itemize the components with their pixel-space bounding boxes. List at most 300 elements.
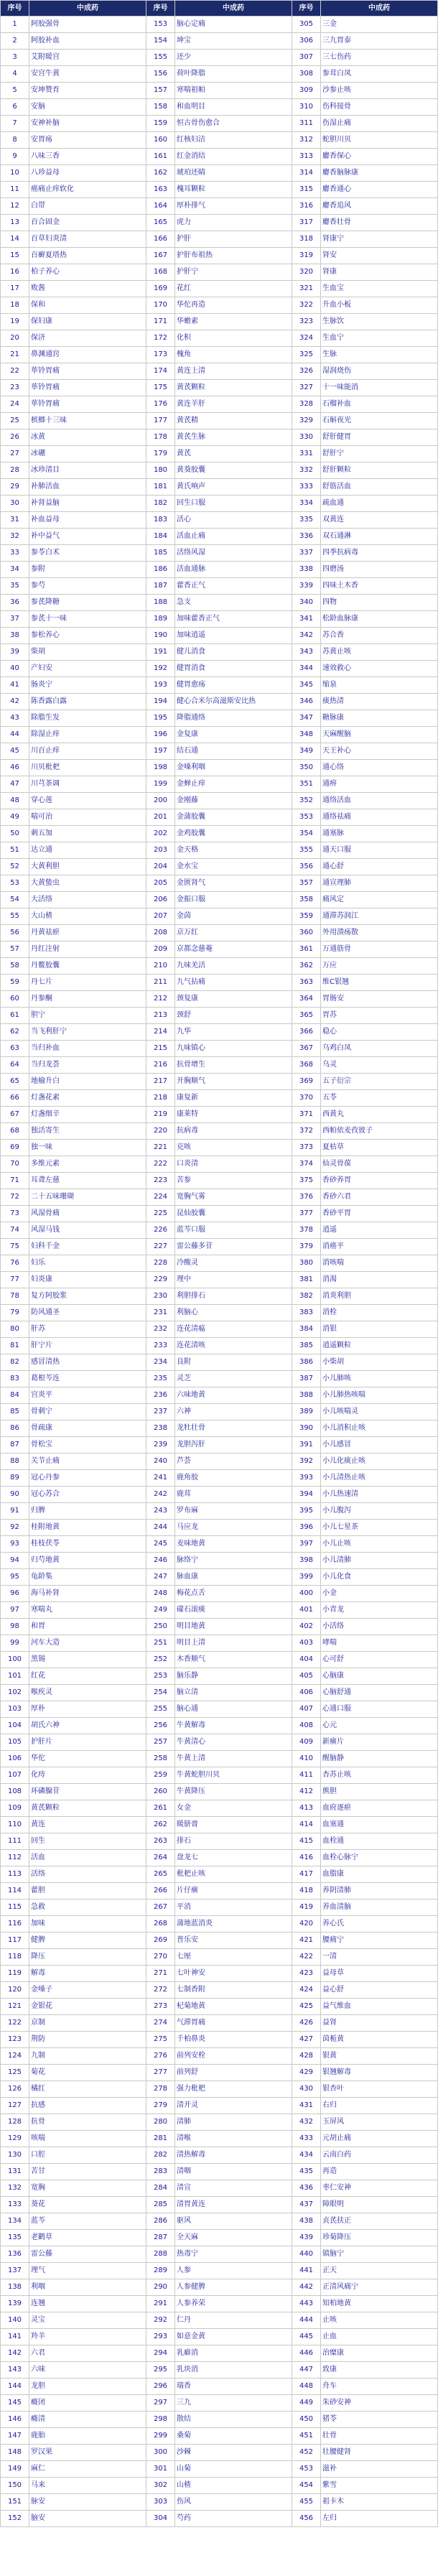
serial-cell: 220 [146, 1123, 175, 1140]
serial-cell: 167 [146, 248, 175, 264]
medicine-name-cell: 胃肠安 [321, 991, 438, 1008]
serial-cell: 344 [292, 661, 321, 677]
table-row [1, 710, 438, 727]
medicine-name-cell: 养血清脑 [321, 1900, 438, 1916]
serial-cell: 255 [146, 1701, 175, 1718]
serial-cell: 343 [292, 644, 321, 661]
medicine-name-cell: 风湿骨痛 [29, 1206, 146, 1222]
medicine-name-cell: 鹿茸 [175, 1487, 292, 1503]
medicine-name-cell: 肾康宁 [321, 231, 438, 248]
medicine-name-cell: 阿胶强骨 [29, 17, 146, 33]
table-row [1, 925, 438, 941]
medicine-name-cell: 癃清 [29, 2412, 146, 2428]
medicine-name-cell: 寒喘丸 [29, 1602, 146, 1619]
medicine-name-cell: 灯盏花素 [29, 1090, 146, 1107]
table-row [1, 17, 438, 33]
medicine-name-cell: 桂枝茯苓 [29, 1536, 146, 1553]
serial-cell: 198 [146, 760, 175, 776]
medicine-name-cell: 清肺 [175, 2114, 292, 2131]
medicine-name-cell: 消咳喘 [321, 1255, 438, 1272]
medicine-name-cell: 利咽 [29, 2279, 146, 2296]
serial-cell: 246 [146, 1553, 175, 1569]
serial-cell: 253 [146, 1668, 175, 1685]
medicine-name-cell: 消炎利胆 [321, 1288, 438, 1305]
medicine-name-cell: 补肾益脑 [29, 496, 146, 512]
medicine-name-cell: 金刚藤 [175, 793, 292, 809]
serial-cell: 161 [146, 149, 175, 165]
serial-cell: 442 [292, 2279, 321, 2296]
serial-cell: 213 [146, 1008, 175, 1024]
serial-cell: 10 [1, 165, 29, 182]
medicine-name-cell: 清开灵 [175, 2098, 292, 2114]
header-serial-1: 序号 [1, 1, 29, 17]
table-row [1, 892, 438, 908]
serial-cell: 226 [146, 1222, 175, 1239]
serial-cell: 87 [1, 1437, 29, 1454]
medicine-name-cell: 清胃黄连 [175, 2197, 292, 2213]
medicine-name-cell: 石榴补血 [321, 396, 438, 413]
medicine-name-cell: 贞芪扶正 [321, 2213, 438, 2230]
medicine-name-cell: 冷酸灵 [175, 1255, 292, 1272]
medicine-name-cell: 蒲地蓝消炎 [175, 1916, 292, 1933]
medicine-name-cell: 荜铃胃痛 [29, 363, 146, 380]
serial-cell: 295 [146, 2362, 175, 2379]
serial-cell: 55 [1, 908, 29, 925]
serial-cell: 178 [146, 429, 175, 446]
serial-cell: 236 [146, 1387, 175, 1404]
medicine-name-cell: 脑立清 [175, 1685, 292, 1701]
medicine-name-cell: 罗汉果 [29, 2445, 146, 2461]
table-row [1, 1652, 438, 1668]
serial-cell: 436 [292, 2180, 321, 2197]
serial-cell: 15 [1, 248, 29, 264]
medicine-name-cell: 颈复康 [175, 991, 292, 1008]
serial-cell: 241 [146, 1470, 175, 1487]
serial-cell: 158 [146, 99, 175, 116]
serial-cell: 187 [146, 578, 175, 595]
medicine-name-cell: 丹参酮 [29, 991, 146, 1008]
serial-cell: 434 [292, 2147, 321, 2164]
medicine-name-cell: 缩泉 [321, 677, 438, 694]
medicine-name-cell: 正清风痛宁 [321, 2279, 438, 2296]
serial-cell: 215 [146, 1041, 175, 1057]
serial-cell: 357 [292, 875, 321, 892]
medicine-name-cell: 暖脐膏 [175, 1817, 292, 1833]
medicine-name-cell: 复方阿胶浆 [29, 1288, 146, 1305]
medicine-name-cell: 急支 [175, 595, 292, 611]
serial-cell: 247 [146, 1569, 175, 1586]
medicine-name-cell: 益肾 [321, 2015, 438, 2032]
serial-cell: 209 [146, 941, 175, 958]
medicine-name-cell: 山菊 [175, 2461, 292, 2478]
medicine-name-cell: 老鹳草 [29, 2230, 146, 2246]
medicine-name-cell: 醒脑静 [321, 1751, 438, 1767]
medicine-name-cell: 血栓心脉宁 [321, 1850, 438, 1866]
medicine-name-cell: 小青龙 [321, 1602, 438, 1619]
medicine-name-cell: 京制 [29, 2015, 146, 2032]
medicine-name-cell: 腰痛宁 [321, 1933, 438, 1949]
table-row [1, 941, 438, 958]
serial-cell: 35 [1, 578, 29, 595]
serial-cell: 102 [1, 1685, 29, 1701]
serial-cell: 228 [146, 1255, 175, 1272]
serial-cell: 379 [292, 1239, 321, 1255]
table-row [1, 50, 438, 66]
serial-cell: 299 [146, 2428, 175, 2445]
medicine-name-cell: 护肝片 [29, 1734, 146, 1751]
serial-cell: 288 [146, 2246, 175, 2263]
serial-cell: 244 [146, 1520, 175, 1536]
serial-cell: 275 [146, 2032, 175, 2048]
medicine-name-cell: 沙参止咳 [321, 83, 438, 99]
table-row [1, 446, 438, 462]
table-row [1, 429, 438, 446]
table-row [1, 2395, 438, 2412]
serial-cell: 293 [146, 2329, 175, 2345]
serial-cell: 117 [1, 1933, 29, 1949]
table-row [1, 1156, 438, 1173]
table-row [1, 2494, 438, 2511]
serial-cell: 346 [292, 694, 321, 710]
medicine-name-cell: 雷公藤多苷 [175, 1239, 292, 1255]
serial-cell: 381 [292, 1272, 321, 1288]
header-medicine-2: 中成药 [175, 1, 292, 17]
serial-cell: 205 [146, 875, 175, 892]
serial-cell: 42 [1, 694, 29, 710]
table-row [1, 1602, 438, 1619]
serial-cell: 174 [146, 363, 175, 380]
serial-cell: 334 [292, 496, 321, 512]
medicine-name-cell: 脑心通 [175, 1701, 292, 1718]
serial-cell: 268 [146, 1916, 175, 1933]
medicine-name-cell: 地榆升白 [29, 1074, 146, 1090]
serial-cell: 317 [292, 215, 321, 231]
serial-cell: 368 [292, 1057, 321, 1074]
serial-cell: 385 [292, 1338, 321, 1354]
serial-cell: 330 [292, 429, 321, 446]
serial-cell: 303 [146, 2494, 175, 2511]
medicine-name-cell: 蛇胆川贝 [321, 132, 438, 149]
serial-cell: 218 [146, 1090, 175, 1107]
serial-cell: 424 [292, 1982, 321, 1999]
table-row [1, 661, 438, 677]
medicine-name-cell: 加味逍遥 [175, 628, 292, 644]
serial-cell: 136 [1, 2246, 29, 2263]
medicine-name-cell: 通滞苏润江 [321, 908, 438, 925]
medicine-name-cell: 小儿七星茶 [321, 1520, 438, 1536]
serial-cell: 272 [146, 1982, 175, 1999]
serial-cell: 19 [1, 314, 29, 330]
medicine-name-cell: 良附 [175, 1354, 292, 1371]
serial-cell: 177 [146, 413, 175, 429]
table-row [1, 1470, 438, 1487]
serial-cell: 302 [146, 2478, 175, 2494]
medicine-name-cell: 紫雪 [321, 2478, 438, 2494]
serial-cell: 52 [1, 859, 29, 875]
medicine-name-cell: 蓝芩 [29, 2213, 146, 2230]
medicine-name-cell: 养阴清肺 [321, 1883, 438, 1900]
medicine-name-cell: 寒喘祖帕 [175, 83, 292, 99]
serial-cell: 120 [1, 1982, 29, 1999]
medicine-name-cell: 利胆排石 [175, 1288, 292, 1305]
serial-cell: 66 [1, 1090, 29, 1107]
medicine-name-cell: 黄连羊肝 [175, 396, 292, 413]
medicine-name-cell: 麦味地黄 [175, 1536, 292, 1553]
serial-cell: 331 [292, 446, 321, 462]
medicine-name-cell: 胆宁 [29, 1008, 146, 1024]
medicine-name-cell: 通痹 [321, 776, 438, 793]
medicine-name-cell: 致康 [321, 2362, 438, 2379]
serial-cell: 307 [292, 50, 321, 66]
serial-cell: 449 [292, 2395, 321, 2412]
serial-cell: 144 [1, 2379, 29, 2395]
medicine-name-cell: 生脉饮 [321, 314, 438, 330]
serial-cell: 374 [292, 1156, 321, 1173]
serial-cell: 34 [1, 562, 29, 578]
table-row [1, 1041, 438, 1057]
table-row [1, 578, 438, 595]
medicine-name-cell: 冰硼 [29, 446, 146, 462]
serial-cell: 455 [292, 2494, 321, 2511]
serial-cell: 405 [292, 1668, 321, 1685]
serial-cell: 352 [292, 793, 321, 809]
medicine-name-cell: 生血宁 [321, 330, 438, 347]
serial-cell: 267 [146, 1900, 175, 1916]
serial-cell: 140 [1, 2312, 29, 2329]
medicine-name-cell: 金嗓利咽 [175, 760, 292, 776]
medicine-name-cell: 肝宁片 [29, 1338, 146, 1354]
table-row [1, 182, 438, 198]
serial-cell: 91 [1, 1503, 29, 1520]
serial-cell: 112 [1, 1850, 29, 1866]
serial-cell: 108 [1, 1784, 29, 1800]
medicine-name-cell: 参芪十一味 [29, 611, 146, 628]
serial-cell: 80 [1, 1321, 29, 1338]
serial-cell: 122 [1, 2015, 29, 2032]
serial-cell: 114 [1, 1883, 29, 1900]
serial-cell: 85 [1, 1404, 29, 1420]
medicine-name-cell: 伤风 [175, 2494, 292, 2511]
medicine-name-cell: 银翘解毒 [321, 2065, 438, 2081]
serial-cell: 11 [1, 182, 29, 198]
serial-cell: 362 [292, 958, 321, 975]
medicine-name-cell: 健胃愈疡 [175, 677, 292, 694]
serial-cell: 345 [292, 677, 321, 694]
medicine-name-cell: 小柴胡 [321, 1354, 438, 1371]
medicine-name-cell: 痰热清 [321, 694, 438, 710]
medicine-name-cell: 金匮肾气 [175, 875, 292, 892]
serial-cell: 266 [146, 1883, 175, 1900]
serial-cell: 44 [1, 727, 29, 743]
serial-cell: 168 [146, 264, 175, 281]
medicine-name-cell: 抗骨 [29, 2114, 146, 2131]
medicine-name-cell: 牛黄蛇胆川贝 [175, 1767, 292, 1784]
serial-cell: 403 [292, 1635, 321, 1652]
serial-cell: 38 [1, 628, 29, 644]
medicine-name-cell: 厚朴 [29, 1701, 146, 1718]
serial-cell: 219 [146, 1107, 175, 1123]
medicine-name-cell: 舒肝宁 [321, 446, 438, 462]
serial-cell: 70 [1, 1156, 29, 1173]
serial-cell: 240 [146, 1454, 175, 1470]
medicine-name-cell: 速效救心 [321, 661, 438, 677]
serial-cell: 263 [146, 1833, 175, 1850]
medicine-name-cell: 血塞通 [321, 1817, 438, 1833]
table-row [1, 1404, 438, 1420]
medicine-name-cell: 川贝枇杷 [29, 760, 146, 776]
serial-cell: 76 [1, 1255, 29, 1272]
medicine-name-cell: 蓝芩口服 [175, 1222, 292, 1239]
serial-cell: 50 [1, 826, 29, 842]
medicine-name-cell: 杏苏止咳 [321, 1767, 438, 1784]
medicine-name-cell: 障眼明 [321, 2197, 438, 2213]
medicine-name-cell: 回生口服 [175, 496, 292, 512]
medicine-name-cell: 双黄连 [321, 512, 438, 529]
serial-cell: 159 [146, 116, 175, 132]
serial-cell: 438 [292, 2213, 321, 2230]
medicine-name-cell: 参附 [29, 562, 146, 578]
table-row [1, 1751, 438, 1767]
table-row [1, 1140, 438, 1156]
medicine-name-cell: 通心络 [321, 760, 438, 776]
medicine-name-cell: 抗病毒 [175, 1123, 292, 1140]
serial-cell: 446 [292, 2345, 321, 2362]
medicine-name-cell: 坤宝 [175, 33, 292, 50]
medicine-name-cell: 肾康 [321, 264, 438, 281]
serial-cell: 386 [292, 1354, 321, 1371]
table-row [1, 875, 438, 892]
serial-cell: 276 [146, 2048, 175, 2065]
table-row [1, 1999, 438, 2015]
serial-cell: 335 [292, 512, 321, 529]
serial-cell: 310 [292, 99, 321, 116]
medicine-name-cell: 麻仁 [29, 2461, 146, 2478]
serial-cell: 289 [146, 2263, 175, 2279]
table-row [1, 479, 438, 496]
medicine-name-cell: 理气 [29, 2263, 146, 2279]
serial-cell: 269 [146, 1933, 175, 1949]
medicine-name-cell: 健儿消食 [175, 644, 292, 661]
medicine-name-cell: 黄氏响声 [175, 479, 292, 496]
medicine-name-cell: 女金 [175, 1800, 292, 1817]
medicine-name-cell: 四味土木香 [321, 578, 438, 595]
serial-cell: 28 [1, 462, 29, 479]
serial-cell: 32 [1, 529, 29, 545]
table-row [1, 1734, 438, 1751]
medicine-name-cell: 冠心丹参 [29, 1470, 146, 1487]
table-row [1, 99, 438, 116]
serial-cell: 30 [1, 496, 29, 512]
medicine-name-cell: 还少 [175, 50, 292, 66]
serial-cell: 134 [1, 2213, 29, 2230]
medicine-name-cell: 护肝 [175, 231, 292, 248]
serial-cell: 264 [146, 1850, 175, 1866]
serial-cell: 445 [292, 2329, 321, 2345]
table-row [1, 2032, 438, 2048]
table-row [1, 1338, 438, 1354]
medicine-name-cell: 活血止痛 [175, 529, 292, 545]
medicine-name-cell: 护肝宁 [175, 264, 292, 281]
serial-cell: 366 [292, 1024, 321, 1041]
medicine-name-cell: 六君 [29, 2345, 146, 2362]
medicine-name-cell: 十一味能消 [321, 380, 438, 396]
serial-cell: 312 [292, 132, 321, 149]
medicine-name-cell: 胡氏六神 [29, 1718, 146, 1734]
medicine-name-cell: 玉屏风 [321, 2114, 438, 2131]
medicine-name-cell: 化痔 [29, 1767, 146, 1784]
serial-cell: 169 [146, 281, 175, 297]
medicine-name-cell: 右归 [321, 2098, 438, 2114]
medicine-name-cell: 芦荟 [175, 1454, 292, 1470]
table-row [1, 1817, 438, 1833]
medicine-name-cell: 沙棘 [175, 2445, 292, 2461]
table-row [1, 2147, 438, 2164]
serial-cell: 325 [292, 347, 321, 363]
serial-cell: 248 [146, 1586, 175, 1602]
medicine-name-cell: 小金 [321, 1586, 438, 1602]
table-row [1, 66, 438, 83]
serial-cell: 311 [292, 116, 321, 132]
serial-cell: 223 [146, 1173, 175, 1189]
table-row [1, 677, 438, 694]
serial-cell: 208 [146, 925, 175, 941]
serial-cell: 40 [1, 661, 29, 677]
serial-cell: 234 [146, 1354, 175, 1371]
header-serial-2: 序号 [146, 1, 175, 17]
serial-cell: 431 [292, 2098, 321, 2114]
table-row [1, 2312, 438, 2329]
serial-cell: 412 [292, 1784, 321, 1800]
medicine-name-cell: 安坤赞育 [29, 83, 146, 99]
medicine-name-cell: 安脑 [29, 99, 146, 116]
medicine-name-cell: 枇杷止咳 [175, 1866, 292, 1883]
table-row [1, 1074, 438, 1090]
serial-cell: 51 [1, 842, 29, 859]
medicine-name-cell: 湿润烧伤 [321, 363, 438, 380]
table-row [1, 859, 438, 875]
table-row [1, 562, 438, 578]
medicine-name-cell: 五苓 [321, 1090, 438, 1107]
serial-cell: 14 [1, 231, 29, 248]
medicine-name-cell: 红金消结 [175, 149, 292, 165]
serial-cell: 414 [292, 1817, 321, 1833]
table-row [1, 380, 438, 396]
medicine-name-cell: 苦参 [175, 1173, 292, 1189]
medicine-name-cell: 克咳 [175, 1140, 292, 1156]
medicine-name-cell: 麝香壮骨 [321, 215, 438, 231]
serial-cell: 47 [1, 776, 29, 793]
serial-cell: 166 [146, 231, 175, 248]
medicine-name-cell: 关节止痛 [29, 1454, 146, 1470]
medicine-name-cell: 结石通 [175, 743, 292, 760]
serial-cell: 447 [292, 2362, 321, 2379]
table-row [1, 1916, 438, 1933]
table-row [1, 793, 438, 809]
serial-cell: 99 [1, 1635, 29, 1652]
serial-cell: 192 [146, 661, 175, 677]
serial-cell: 146 [1, 2412, 29, 2428]
medicine-name-cell: 九气拈痛 [175, 975, 292, 991]
medicine-name-cell: 加味藿香正气 [175, 611, 292, 628]
medicine-name-cell: 脑心定痛 [175, 17, 292, 33]
serial-cell: 214 [146, 1024, 175, 1041]
serial-cell: 73 [1, 1206, 29, 1222]
medicine-name-cell: 鼻渊通窍 [29, 347, 146, 363]
table-row [1, 2114, 438, 2131]
table-row [1, 1966, 438, 1982]
medicine-name-cell: 骨松宝 [29, 1437, 146, 1454]
table-row [1, 2230, 438, 2246]
